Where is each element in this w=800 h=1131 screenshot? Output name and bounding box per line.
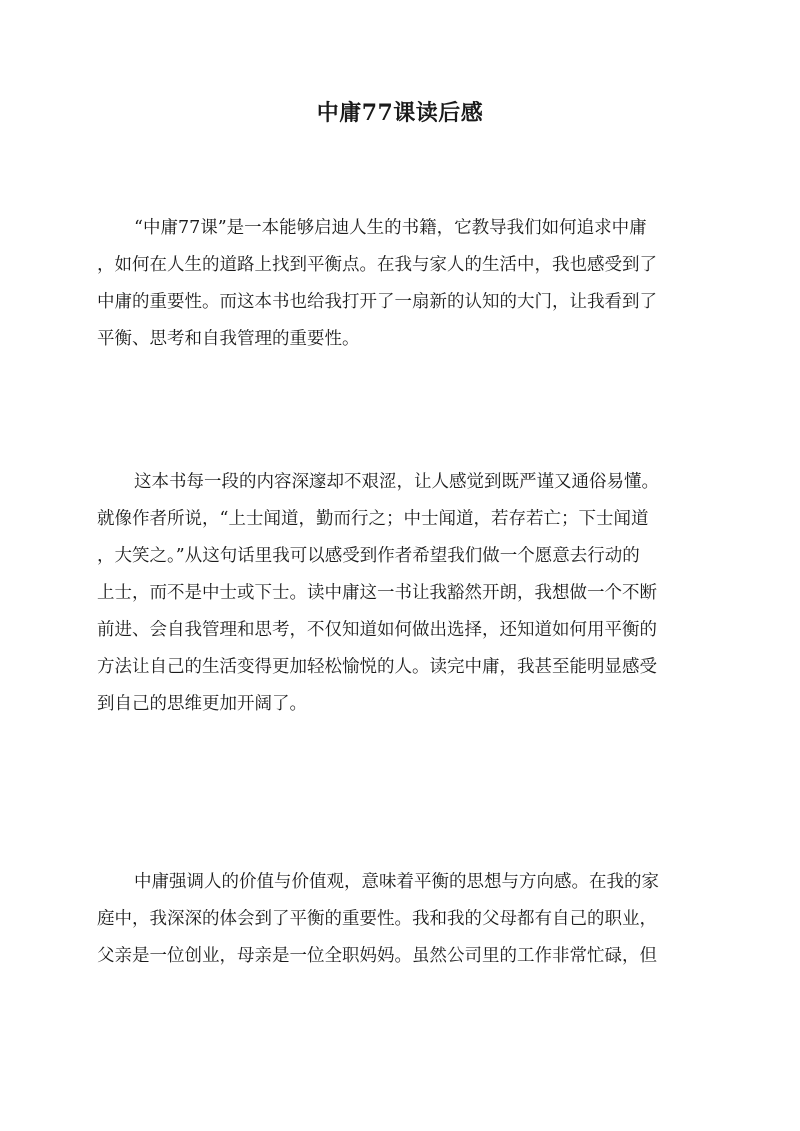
- paragraph-line: 平衡、思考和自我管理的重要性。: [97, 329, 360, 349]
- document-title: 中庸77课读后感: [316, 100, 484, 126]
- paragraph-line: ，如何在人生的道路上找到平衡点。在我与家人的生活中，我也感受到了: [97, 255, 657, 275]
- paragraph-1: [97, 210, 707, 358]
- paragraph-line: ，大笑之。”从这句话里我可以感受到作者希望我们做一个愿意去行动的: [97, 546, 640, 566]
- paragraph-line: 到自己的思维更加开阔了。: [97, 694, 307, 714]
- paragraph-line: 上士，而不是中士或下士。读中庸这一书让我豁然开朗，我想做一个不断: [97, 583, 657, 603]
- paragraph-line: 庭中，我深深的体会到了平衡的重要性。我和我的父母都有自己的职业，: [97, 909, 657, 929]
- paragraph-2: [97, 464, 707, 723]
- paragraph-line: 父亲是一位创业，母亲是一位全职妈妈。虽然公司里的工作非常忙碌，但: [97, 946, 657, 966]
- paragraph-line: “中庸77课”是一本能够启迪人生的书籍，它教导我们如何追求中庸: [134, 218, 647, 238]
- paragraph-line: 前进、会自我管理和思考，不仅知道如何做出选择，还知道如何用平衡的: [97, 620, 657, 640]
- paragraph-3: [97, 864, 707, 975]
- paragraph-line: 就像作者所说，“上士闻道，勤而行之；中士闻道，若存若亡；下士闻道: [97, 509, 649, 529]
- paragraph-line: 中庸的重要性。而这本书也给我打开了一扇新的认知的大门，让我看到了: [97, 292, 657, 312]
- paragraph-line: 这本书每一段的内容深邃却不艰涩，让人感觉到既严谨又通俗易懂。: [134, 472, 659, 492]
- paragraph-line: 方法让自己的生活变得更加轻松愉悦的人。读完中庸，我甚至能明显感受: [97, 657, 657, 677]
- paragraph-line: 中庸强调人的价值与价值观，意味着平衡的思想与方向感。在我的家: [134, 872, 659, 892]
